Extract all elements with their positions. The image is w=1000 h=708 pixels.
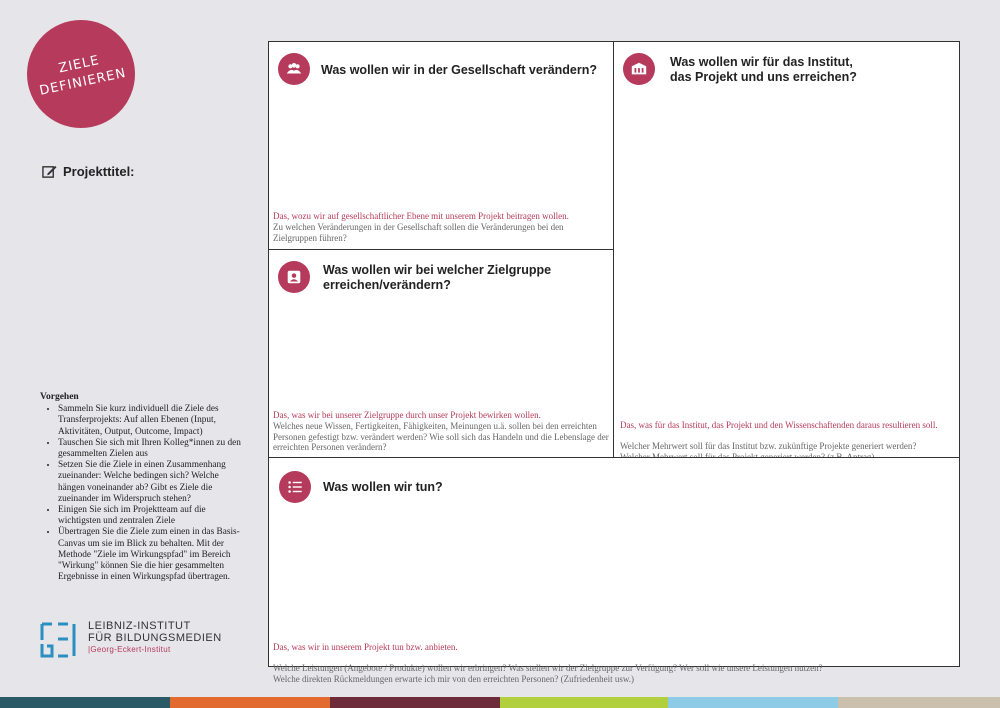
project-title-label: Projekttitel:	[63, 164, 135, 179]
institute-lead: Das, was für das Institut, das Projekt und den Wissenschaftenden daraus resultieren soll.	[620, 419, 938, 430]
procedure-item: • Übertragen Sie die Ziele zum einen in das Basis-Canvas um sie im Blick zu behalten. Mit der Methode "Ziele im Wirkungspfad" im Bereich "Wirkung" können Sie die hier gesammelten Ergebnisse in einen Wirkungspfad übertragen.	[58, 527, 245, 583]
color-bar-1	[0, 697, 170, 708]
badge-text: ZIELE DEFINIEREN	[38, 53, 128, 99]
color-bar-2	[170, 697, 330, 708]
society-hint	[273, 211, 603, 243]
logo-line-2: FÜR BILDUNGSMEDIEN	[88, 632, 222, 644]
target-group-hint	[273, 410, 611, 453]
society-lead: Das, wozu wir auf gesellschaftlicher Ebene mit unserem Projekt beitragen wollen.	[273, 211, 569, 221]
procedure-item: • Einigen Sie sich im Projektteam auf die wichtigsten und zentralen Ziele	[58, 505, 245, 527]
actions-hint	[273, 631, 953, 685]
target-group-title: Was wollen wir bei welcher Zielgruppe erreichen/verändern?	[323, 263, 552, 292]
institute-title: Was wollen wir für das Institut, das Projekt und uns erreichen?	[670, 55, 857, 84]
actions-question: Welche Leistungen (Angebote / Produkte) wollen wir erbringen? Was stellen wir der Zielgruppe zur Verfügung? Wer soll wie unsere Leistungen nutzen? Welche direkten Rückmeldungen erwarte ich mir von den erreichten Personen? (Zufriedenheit usw.)	[273, 663, 823, 685]
society-question: Zu welchen Veränderungen in der Gesellschaft sollen die Veränderungen bei den Zielgruppen führen?	[273, 221, 564, 243]
edit-icon	[42, 164, 57, 179]
target-group-question: Welches neue Wissen, Fertigkeiten, Fähigkeiten, Meinungen u.ä. sollen bei den erreichten Personen gefestigt bzw. verändert werden? Wie soll sich das Handeln und die Lebenslage der erreichten Personen verändern?	[273, 420, 609, 453]
color-bar-6	[838, 697, 1000, 708]
procedure-item: • Tauschen Sie sich mit Ihren Kolleg*innen zu den gesammelten Zielen aus	[58, 438, 245, 460]
ziele-definieren-badge	[27, 20, 135, 128]
list-icon	[279, 471, 311, 503]
procedure-heading: Vorgehen	[40, 392, 79, 402]
actions-title: Was wollen wir tun?	[323, 480, 443, 494]
target-group-lead: Das, was wir bei unserer Zielgruppe durch unser Projekt bewirken wollen.	[273, 410, 541, 420]
people-icon	[278, 53, 310, 85]
color-bar-3	[330, 697, 500, 708]
actions-box[interactable]	[268, 457, 960, 685]
society-box[interactable]	[268, 41, 614, 250]
procedure-section	[40, 392, 245, 583]
project-title-field[interactable]	[42, 164, 135, 179]
building-icon	[623, 53, 655, 85]
institute-question: Welcher Mehrwert soll für das Institut bzw. zukünftige Projekte generiert werden?	[620, 441, 917, 452]
color-bar-5	[668, 697, 838, 708]
color-bar-4	[500, 697, 668, 708]
logo-line-1: LEIBNIZ-INSTITUT	[88, 620, 191, 632]
target-group-box[interactable]	[268, 249, 614, 458]
logo-line-3: |Georg-Eckert-Institut	[88, 645, 171, 654]
procedure-item: • Sammeln Sie kurz individuell die Ziele des Transferprojekts: Auf allen Ebenen (Input, Aktivitäten, Output, Outcome, Impact)	[58, 404, 245, 438]
actions-lead: Das, was wir in unserem Projekt tun bzw. anbieten.	[273, 641, 458, 652]
person-icon	[278, 261, 310, 293]
gei-logo-mark	[40, 622, 80, 660]
procedure-item: • Setzen Sie die Ziele in einen Zusammenhang zueinander: Welche bedingen sich? Welche hängen voneinander ab? Gibt es Ziele die zueinander im Widerspruch stehen?	[58, 460, 245, 505]
institute-box[interactable]	[613, 41, 960, 458]
gei-logo	[40, 620, 222, 660]
procedure-list	[40, 404, 245, 583]
society-title: Was wollen wir in der Gesellschaft verändern?	[321, 63, 598, 77]
